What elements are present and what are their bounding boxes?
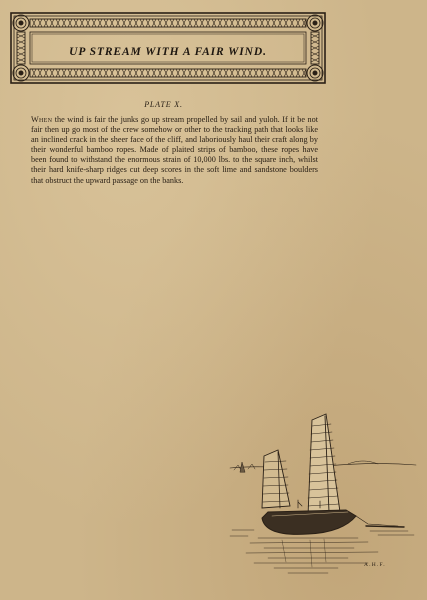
artist-signature: A.H.F. [364,562,386,568]
body-lead-word: When [31,115,53,124]
plate-label: PLATE X. [144,100,183,109]
junk-sailing-illustration [228,412,418,582]
title-frame [10,12,326,84]
body-paragraph [31,115,318,186]
junk-drawing [228,412,418,582]
body-text: the wind is fair the junks go up stream propelled by sail and yuloh. If it be not fair then up go most of the crew somehow or other to the tracking path that looks like an inclined crack in the sheer face of the cliff, and laboriously haul their craft along by their wonderful bamboo ropes. Made of plaited strips of bamboo, these ropes have been found to withstand the enormous strain of 10,000 lbs. to the square inch, whilst their hard knife-sharp ridges cut deep scores in the soft lime and sandstone boulders that obstruct the upward passage on the banks. [31,115,318,185]
page-title: UP STREAM WITH A FAIR WIND. [69,46,267,58]
